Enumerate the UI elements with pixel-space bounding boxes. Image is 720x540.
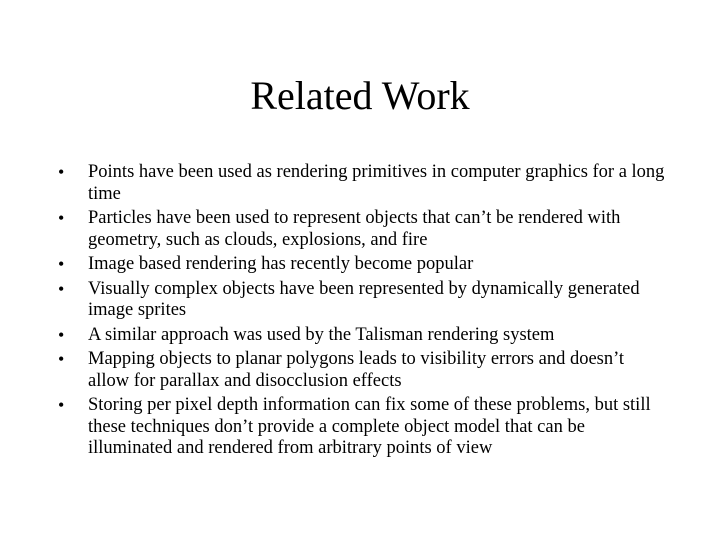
bullet-text: Points have been used as rendering primitives in computer graphics for a long time bbox=[88, 162, 665, 204]
list-item bbox=[58, 279, 668, 322]
bullet-icon: • bbox=[58, 208, 65, 228]
list-item bbox=[58, 395, 668, 460]
bullet-text: Mapping objects to planar polygons leads to visibility errors and doesn’t allow for parallax and disocclusion effects bbox=[88, 349, 625, 391]
list-item bbox=[58, 254, 668, 276]
list-item bbox=[58, 162, 668, 205]
bullet-text: Storing per pixel depth information can fix some of these problems, but still these techniques don’t provide a complete object model that can be illuminated and rendered from arbitrary points of view bbox=[88, 395, 651, 458]
bullet-text: Visually complex objects have been represented by dynamically generated image sprites bbox=[88, 278, 640, 320]
bullet-icon: • bbox=[58, 254, 65, 274]
bullet-text: Particles have been used to represent objects that can’t be rendered with geometry, such as clouds, explosions, and fire bbox=[88, 208, 621, 250]
bullet-list bbox=[58, 162, 668, 463]
bullet-icon: • bbox=[58, 278, 65, 299]
list-item bbox=[58, 208, 668, 251]
bullet-text: Image based rendering has recently become popular bbox=[88, 254, 474, 274]
bullet-icon: • bbox=[58, 349, 65, 369]
list-item bbox=[58, 349, 668, 392]
bullet-icon: • bbox=[58, 395, 65, 415]
slide-title: Related Work bbox=[250, 73, 470, 118]
list-item bbox=[58, 325, 668, 347]
bullet-icon: • bbox=[58, 162, 65, 182]
bullet-icon: • bbox=[58, 324, 65, 345]
bullet-text: A similar approach was used by the Talisman rendering system bbox=[88, 324, 555, 345]
